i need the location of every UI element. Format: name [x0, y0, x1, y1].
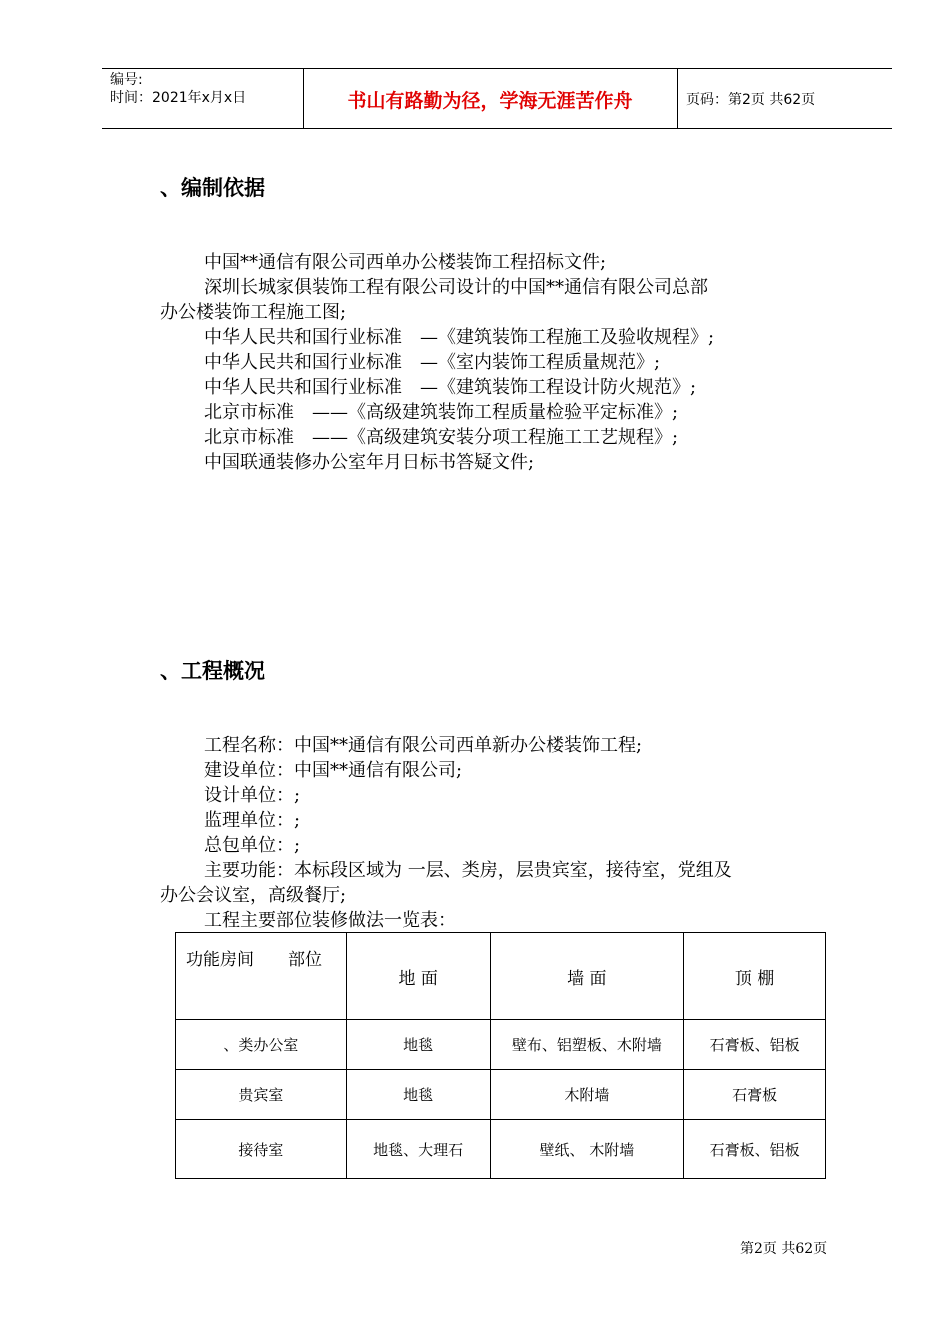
overview-line: 工程主要部位装修做法一览表： [204, 910, 456, 931]
table-cell: 贵宾室 [176, 1070, 347, 1120]
table-cell: 地毯 [346, 1020, 490, 1070]
overview-line: 建设单位：中国**通信有限公司; [204, 760, 463, 781]
table-cell: 壁纸、 木附墙 [490, 1120, 684, 1179]
header-top-rule [102, 68, 892, 69]
header-bottom-rule [102, 128, 892, 129]
table-header-cell: 墙 面 [490, 933, 684, 1020]
header-page-info: 页码：第2页 共62页 [686, 92, 816, 108]
overview-line: 总包单位：; [204, 835, 301, 856]
header-meta [110, 71, 246, 107]
table-header-row [176, 933, 826, 1020]
table-cell: 地毯、大理石 [346, 1120, 490, 1179]
basis-list [160, 250, 850, 475]
basis-line: 中华人民共和国行业标准 —《建筑装饰工程设计防火规范》; [204, 377, 697, 398]
table-corner-cell: 功能房间 部位 [176, 933, 347, 1020]
table-cell: 石膏板、铝板 [684, 1020, 826, 1070]
table-row [176, 1120, 826, 1179]
table-cell: 木附墙 [490, 1070, 684, 1120]
table-cell: 石膏板、铝板 [684, 1120, 826, 1179]
number-label: 编号: [110, 72, 143, 88]
section-heading-overview: 、工程概况 [160, 659, 265, 683]
table-row [176, 1020, 826, 1070]
basis-line: 中华人民共和国行业标准 —《室内装饰工程质量规范》; [204, 352, 661, 373]
footer-page-info: 第2页 共62页 [740, 1241, 828, 1257]
basis-line: 办公楼装饰工程施工图; [160, 302, 347, 323]
time-label: 时间：2021年x月x日 [110, 90, 247, 106]
basis-line: 北京市标准 ——《高级建筑安装分项工程施工工艺规程》; [204, 427, 679, 448]
basis-line: 深圳长城家俱装饰工程有限公司设计的中国**通信有限公司总部 [204, 277, 708, 298]
table-cell: 地毯 [346, 1070, 490, 1120]
basis-line: 北京市标准 ——《高级建筑装饰工程质量检验平定标准》; [204, 402, 679, 423]
table-cell: 壁布、铝塑板、木附墙 [490, 1020, 684, 1070]
overview-line: 办公会议室，高级餐厅; [160, 885, 347, 906]
table-cell: 、类办公室 [176, 1020, 347, 1070]
basis-line: 中国联通装修办公室年月日标书答疑文件; [204, 452, 535, 473]
overview-line: 设计单位：; [204, 785, 301, 806]
overview-line: 主要功能：本标段区域为 一层、类房，层贵宾室，接待室，党组及 [204, 860, 732, 881]
table-cell: 石膏板 [684, 1070, 826, 1120]
table-header-cell: 顶 棚 [684, 933, 826, 1020]
section-heading-basis: 、编制依据 [160, 176, 265, 200]
header-motto: 书山有路勤为径，学海无涯苦作舟 [347, 90, 633, 112]
basis-line: 中华人民共和国行业标准 —《建筑装饰工程施工及验收规程》; [204, 327, 715, 348]
header-divider-2 [677, 68, 678, 129]
table-header-cell: 地 面 [346, 933, 490, 1020]
decoration-table [175, 932, 826, 1179]
overview-list [160, 733, 850, 933]
table-cell: 接待室 [176, 1120, 347, 1179]
overview-line: 监理单位：; [204, 810, 301, 831]
table-row [176, 1070, 826, 1120]
basis-line: 中国**通信有限公司西单办公楼装饰工程招标文件; [204, 252, 607, 273]
overview-line: 工程名称：中国**通信有限公司西单新办公楼装饰工程; [204, 735, 643, 756]
